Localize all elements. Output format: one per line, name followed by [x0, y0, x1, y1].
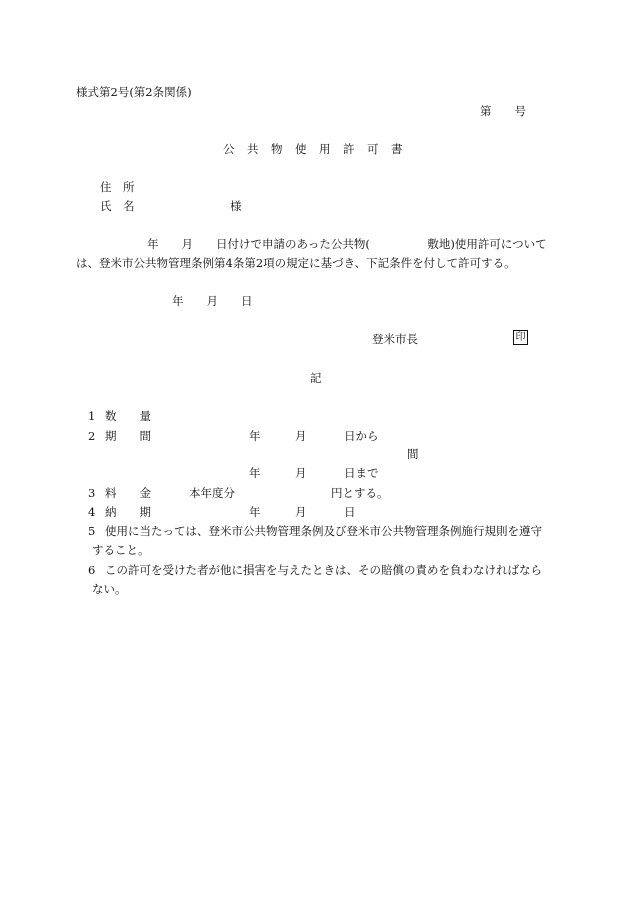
body-line-2: は、登米市公共物管理条例第4条第2項の規定に基づき、下記条件を付して許可する。	[76, 256, 516, 270]
item-4-d: 日	[344, 505, 356, 519]
item-4-label: 納 期	[105, 505, 151, 519]
issuer: 登米市長	[372, 332, 418, 346]
honorific: 様	[230, 199, 242, 213]
address-label: 住 所	[100, 180, 135, 194]
item-2-from-ym: 年 月	[249, 429, 307, 443]
item-5-line-1: 使用に当たっては、登米市公共物管理条例及び登米市公共物管理条例施行規則を遵守	[105, 524, 542, 538]
item-5-number: 5	[88, 524, 96, 538]
item-3-number: 3	[88, 486, 96, 500]
item-6-line-1: この許可を受けた者が他に損害を与えたときは、その賠償の責めを負わなければなら	[105, 563, 542, 577]
item-3-yen: 円とする。	[331, 486, 389, 500]
item-1-label: 数 量	[105, 409, 151, 423]
item-1-number: 1	[88, 409, 96, 423]
item-6-number: 6	[88, 563, 96, 577]
body-line-1: 年 月 日付けで申請のあった公共物( 敷地)使用許可について	[147, 237, 547, 251]
item-6-line-2: ない。	[92, 582, 127, 596]
seal-mark: 印	[513, 330, 528, 345]
item-3-label: 料 金	[105, 486, 151, 500]
item-5-line-2: すること。	[92, 543, 150, 557]
ki-heading: 記	[310, 371, 322, 385]
item-2-to-d: 日まで	[344, 466, 379, 480]
item-2-to-ym: 年 月	[249, 466, 307, 480]
item-2-mid: 間	[407, 447, 419, 461]
issue-date: 年 月 日	[172, 294, 253, 308]
item-4-ym: 年 月	[249, 505, 307, 519]
item-3-year: 本年度分	[189, 486, 235, 500]
name-label: 氏 名	[100, 199, 135, 213]
document-title: 公共物使用許可書	[223, 142, 415, 156]
item-4-number: 4	[88, 505, 96, 519]
item-2-label: 期 間	[105, 429, 151, 443]
item-2-number: 2	[88, 429, 96, 443]
form-id: 様式第2号(第2条関係)	[76, 85, 192, 99]
item-2-from-d: 日から	[344, 429, 379, 443]
document-number: 第 号	[480, 104, 526, 118]
